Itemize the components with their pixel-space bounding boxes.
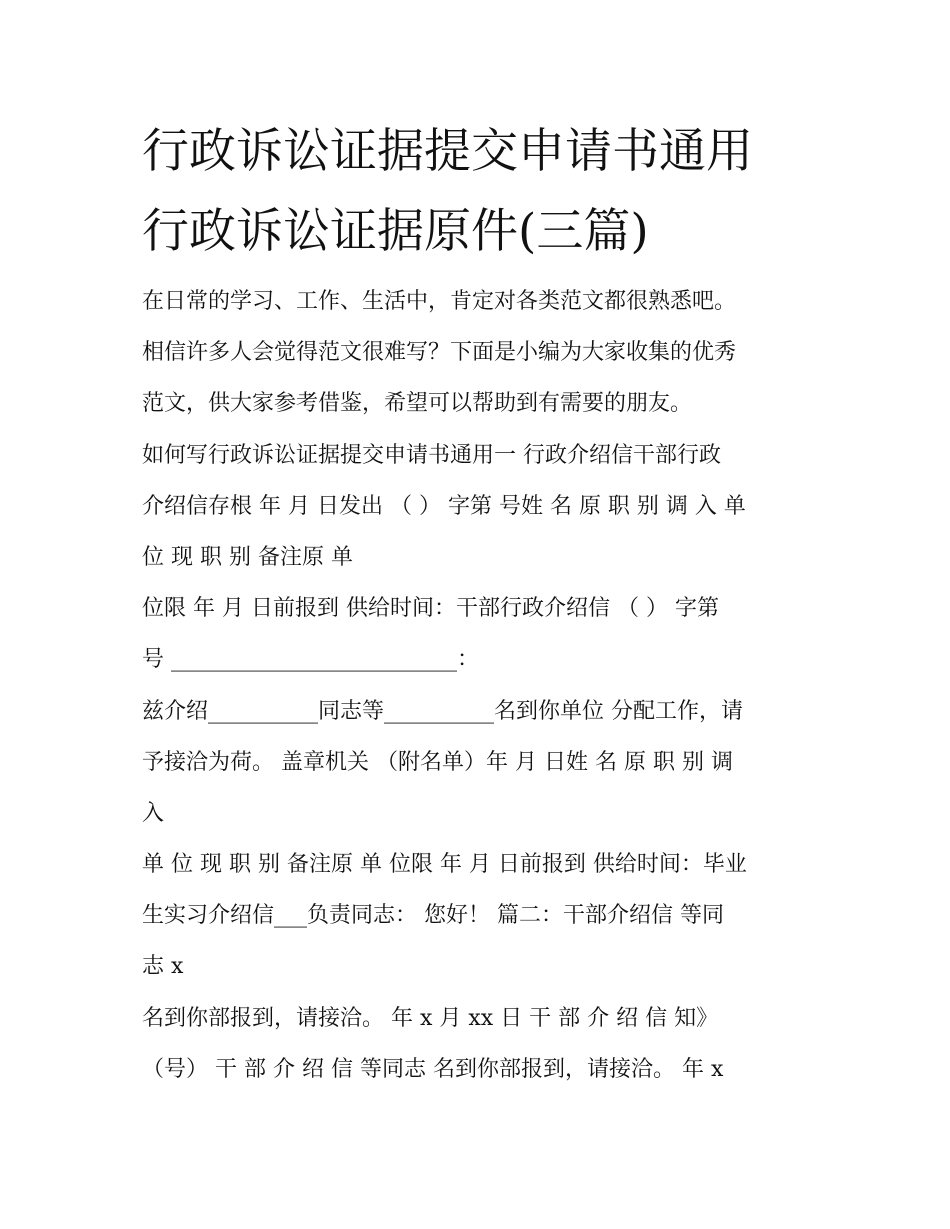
- document-title: [142, 112, 842, 272]
- body-line: 相信许多人会觉得范文很难写？下面是小编为大家收集的优秀: [142, 340, 737, 366]
- body-line: 予接洽为荷。 盖章机关 （附名单）年 月 日姓 名 原 职 别 调: [142, 749, 733, 775]
- body-line: 志 x: [142, 954, 184, 980]
- body-line: 位限 年 月 日前报到 供给时间：干部行政介绍信 （ ） 字第: [142, 596, 719, 622]
- body-line: 号 __________________________：: [142, 647, 479, 673]
- title-line-1: 行政诉讼证据提交申请书通用: [142, 124, 753, 179]
- title-line-2: 行政诉讼证据原件(三篇): [142, 204, 649, 259]
- body-line: （号） 干 部 介 绍 信 等同志 名到你部报到，请接洽。 年 x: [142, 1056, 724, 1082]
- body-line: 介绍信存根 年 月 日发出 （ ） 字第 号姓 名 原 职 别 调 入 单: [142, 493, 746, 519]
- body-line: 在日常的学习、工作、生活中，肯定对各类范文都很熟悉吧。: [142, 289, 737, 314]
- body-line: 兹介绍__________同志等__________名到你单位 分配工作，请: [142, 698, 743, 724]
- body-line: 入: [142, 800, 165, 826]
- body-line: 范文，供大家参考借鉴，希望可以帮助到有需要的朋友。: [142, 391, 693, 417]
- body-line: 名到你部报到，请接洽。 年 x 月 xx 日 干 部 介 绍 信 知》: [142, 1005, 719, 1031]
- document-body: [142, 276, 822, 1095]
- body-line: 位 现 职 别 备注原 单: [142, 544, 353, 570]
- body-line: 单 位 现 职 别 备注原 单 位限 年 月 日前报到 供给时间：毕业: [142, 852, 747, 878]
- body-line: 生实习介绍信___负责同志： 您好！ 篇二：干部介绍信 等同: [142, 903, 724, 929]
- body-line: 如何写行政诉讼证据提交申请书通用一 行政介绍信干部行政: [142, 442, 721, 468]
